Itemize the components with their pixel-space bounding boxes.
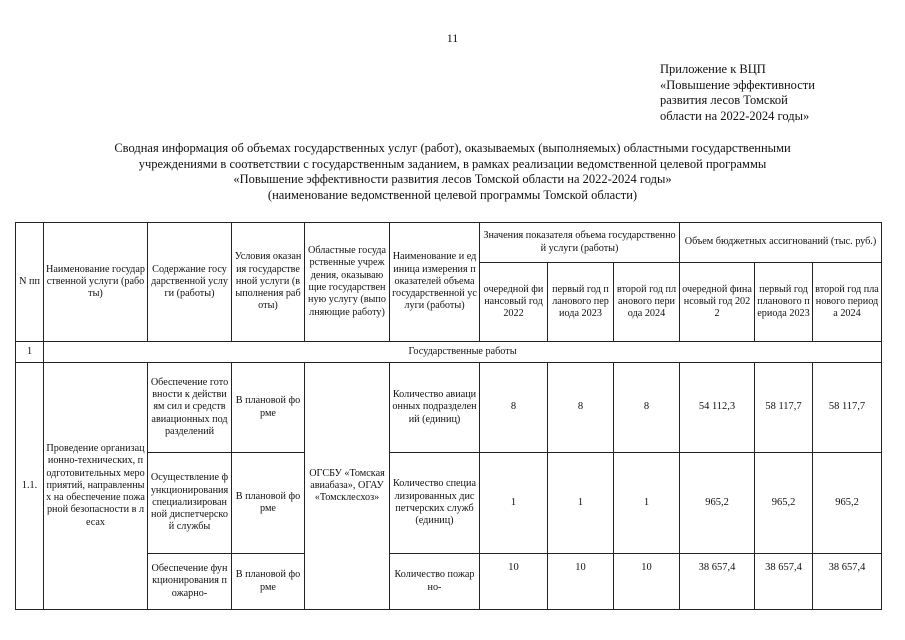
section-row [16, 342, 882, 363]
section-number: 1 [16, 342, 44, 363]
row-indicator: Количество специализированных диспетчерских служб (единиц) [390, 453, 480, 554]
row-conditions: В плановой форме [232, 363, 305, 453]
title-line: учреждениями в соответствии с государственным заданием, в рамках реализации ведомственной целевой программы [138, 156, 767, 171]
header-conditions: Условия оказания государственной услуги (выполнения работы) [232, 223, 305, 342]
item-name: Проведение организационно-технических, подготовительных мероприятий, направленных на обеспечение пожарной безопасности в лесах [44, 363, 148, 610]
appendix-line: области на 2022-2024 годы» [660, 108, 810, 123]
item-institutions: ОГСБУ «Томская авиабаза», ОГАУ «Томсклесхоз» [305, 363, 390, 610]
row-budget-2024: 58 117,7 [813, 363, 882, 453]
row-value-2022: 10 [480, 554, 548, 610]
row-budget-2023: 58 117,7 [755, 363, 813, 453]
header-content: Содержание государственной услуги (работы) [148, 223, 232, 342]
header-institutions: Областные государственные учреждения, оказывающие государственную услугу (выполняющие работу) [305, 223, 390, 342]
services-table [15, 222, 882, 610]
appendix-caption [660, 62, 900, 124]
item-number: 1.1. [16, 363, 44, 610]
row-value-2022: 1 [480, 453, 548, 554]
header-budget-2023: первый год планового периода 2023 [755, 263, 813, 342]
header-values-group: Значения показателя объема государственной услуги (работы) [480, 223, 680, 263]
row-value-2024: 8 [614, 363, 680, 453]
header-budget-group: Объем бюджетных ассигнований (тыс. руб.) [680, 223, 882, 263]
row-conditions: В плановой форме [232, 453, 305, 554]
title-line: «Повышение эффективности развития лесов Томской области на 2022-2024 годы» [233, 172, 672, 186]
header-value-2024: второй год планового периода 2024 [614, 263, 680, 342]
title-line: (наименование ведомственной целевой программы Томской области) [267, 187, 638, 202]
section-label: Государственные работы [44, 342, 882, 363]
row-budget-2023: 38 657,4 [755, 554, 813, 610]
header-service-name: Наименование государственной услуги (работы) [44, 223, 148, 342]
document-title [30, 141, 875, 203]
title-line: Сводная информация об объемах государственных услуг (работ), оказываемых (выполняемых) областными государственными [114, 141, 791, 155]
row-content: Осуществление функционирования специализированной диспетчерской службы [148, 453, 232, 554]
row-conditions: В плановой форме [232, 554, 305, 610]
header-n: N пп [16, 223, 44, 342]
row-content: Обеспечение готовности к действиям сил и средств авиационных подразделений [148, 363, 232, 453]
row-budget-2022: 54 112,3 [680, 363, 755, 453]
row-budget-2024: 965,2 [813, 453, 882, 554]
row-value-2023: 10 [548, 554, 614, 610]
header-indicator: Наименование и единица измерения показателей объема государственной услуги (работы) [390, 223, 480, 342]
row-budget-2022: 965,2 [680, 453, 755, 554]
row-value-2022: 8 [480, 363, 548, 453]
header-value-2023: первый год планового периода 2023 [548, 263, 614, 342]
row-indicator: Количество пожарно- [390, 554, 480, 610]
row-budget-2022: 38 657,4 [680, 554, 755, 610]
appendix-line: «Повышение эффективности [660, 77, 815, 92]
row-content: Обеспечение функционирования пожарно- [148, 554, 232, 610]
row-value-2023: 1 [548, 453, 614, 554]
appendix-line: развития лесов Томской [660, 93, 788, 107]
header-row [16, 223, 882, 263]
row-value-2024: 1 [614, 453, 680, 554]
row-budget-2023: 965,2 [755, 453, 813, 554]
row-budget-2024: 38 657,4 [813, 554, 882, 610]
row-value-2023: 8 [548, 363, 614, 453]
table-row [16, 363, 882, 453]
header-budget-2024: второй год планового периода 2024 [813, 263, 882, 342]
row-indicator: Количество авиационных подразделений (единиц) [390, 363, 480, 453]
page-number: 11 [446, 31, 459, 45]
row-value-2024: 10 [614, 554, 680, 610]
header-value-2022: очередной финансовый год 2022 [480, 263, 548, 342]
header-budget-2022: очередной финансовый год 2022 [680, 263, 755, 342]
appendix-line: Приложение к ВЦП [660, 62, 766, 76]
